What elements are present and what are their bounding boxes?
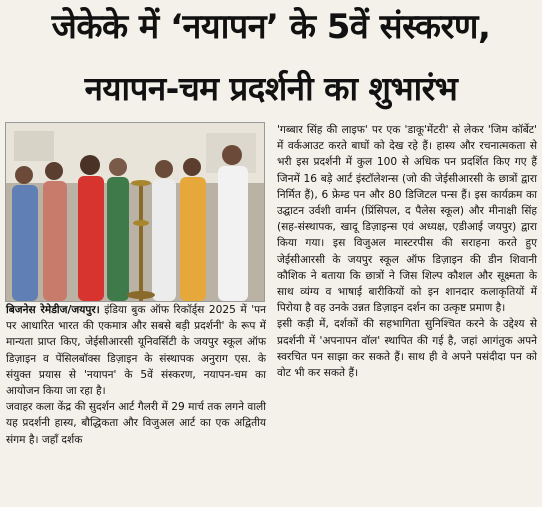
byline: बिजनेस रेमेडीज/जयपुर। [6, 304, 100, 316]
news-photo [5, 122, 265, 302]
left-paragraph-1 [6, 302, 266, 399]
headline-line-2: नयापन-चम प्रदर्शनी का शुभारंभ [84, 69, 458, 108]
left-paragraph-2: जवाहर कला केंद्र की सुदर्शन आर्ट गैलरी में 29 मार्च तक लगने वाली यह प्रदर्शनी हास्य, बौद्धिकता और विजुअल आर्ट का एक अद्वितीय संगम है। जहाँ दर्शक [6, 401, 266, 446]
right-column [277, 122, 537, 381]
left-paragraph-1-text: इंडिया बुक ऑफ रिकॉर्ड्स 2025 में 'पन पर आधारित भारत की एकमात्र और सबसे बड़ी प्रदर्शनी' के रूप में मान्यता प्राप्त किए, जेईसीआरसी यूनिवर्सिटी के जयपुर स्कूल ऑफ डिज़ाइन व पेंसिलबॉक्स डिज़ाइन के संस्थापक अनुराग एस. के संयुक्त प्रयास से 'नयापन' के 5वें संस्करण, नयापन-चम का आयोजन किया जा रहा है। [6, 304, 267, 398]
right-paragraph-1: 'गब्बार सिंह की लाइफ' पर एक 'डाकू'मेंटरी' से लेकर 'जिम कॉर्बेट' में वर्कआउट करते बाघों को देख रहे हैं। हास्य और रचनात्मकता से भरी इस प्रदर्शनी में कुल 100 से अधिक पन प्रदर्शित किए गए हैं जिनमें 16 बड़े आर्ट इंस्टॉलेशन्स (जो की जेईसीआरसी के छात्रों द्वारा निर्मित हैं), 6 फ्रेम्ड पन और 80 डिजिटल पन्स हैं। इस कार्यक्रम का उद्घाटन उर्वशी वार्मन (प्रिंसिपल, द पैलेस स्कूल) और मीनाक्षी सिंह (सह-संस्थापक, खादू डिज़ाइन्स एवं अध्यक्ष, एडीआई जयपुर) द्वारा किया गया। इस विजुअल मास्टरपीस की सराहना करते हुए जेईसीआरसी के जयपुर स्कूल ऑफ डिज़ाइन की डीन शिवानी कौशिक ने बताया कि छात्रों ने जिस शिल्प कौशल और सूक्ष्मता के साथ व्यंग्य व भाषाई बारीकियों को इन शानदार कलाकृतियों में पिरोया है वह उनके उन्नत डिज़ाइन दर्शन का उत्कृष्ट प्रमाण है। [277, 124, 537, 315]
inauguration-photo-illustration [6, 123, 264, 301]
right-paragraph-2: इसी कड़ी में, दर्शकों की सहभागिता सुनिश्चित करने के उद्देश्य से प्रदर्शनी में 'अपनापन वॉल' स्थापित की गई है, जहां आगंतुक अपने स्वरचित पन साझा कर सकते हैं। साथ ही वे अपने पसंदीदा पन को वोट भी कर सकते हैं। [277, 318, 537, 380]
headline-line-1: जेकेके में ‘नयापन’ के 5वें संस्करण, [51, 7, 491, 47]
left-column [6, 302, 266, 448]
